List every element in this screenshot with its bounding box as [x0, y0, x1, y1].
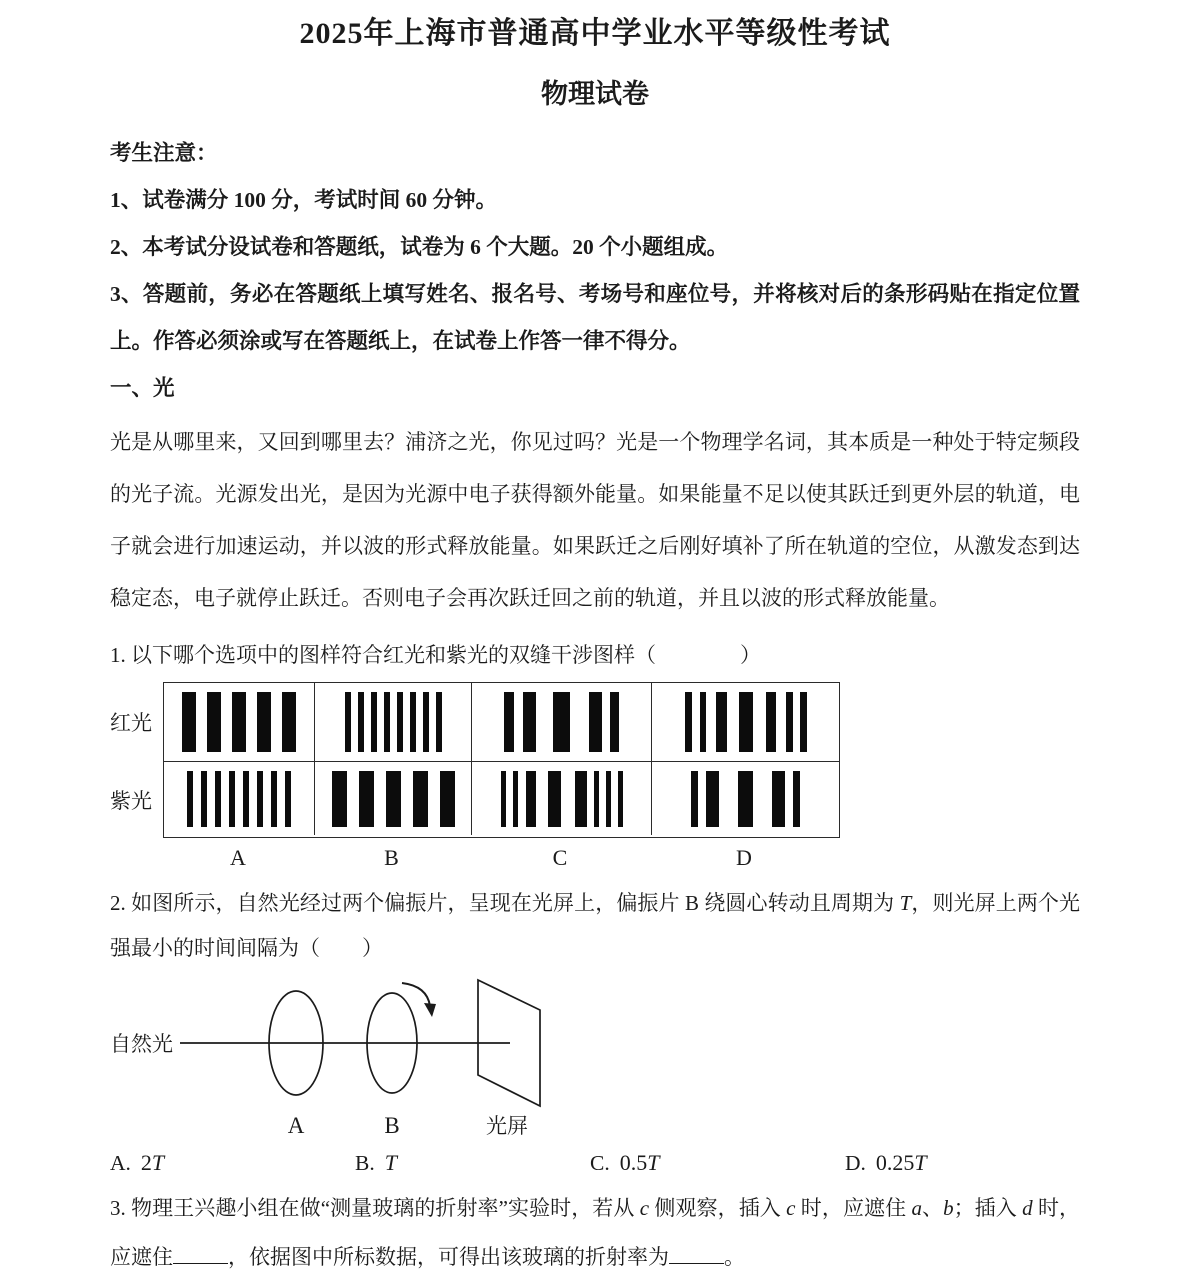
- fringe-bar: [271, 771, 277, 827]
- polarizer-b-label: B: [384, 1113, 400, 1139]
- blank-underline-2: [669, 1246, 724, 1264]
- fringe-bar: [594, 771, 599, 827]
- q2-text-part: 2. 如图所示，自然光经过两个偏振片，呈现在光屏上，偏振片: [110, 891, 685, 916]
- fringe-bar: [440, 771, 455, 827]
- fringe-bar: [243, 771, 249, 827]
- fringe-bar: [501, 771, 506, 827]
- fringe-bar: [371, 692, 377, 752]
- option-a-var: T: [151, 1150, 165, 1176]
- q3-text-part: ；插入: [953, 1196, 1023, 1221]
- q3-text-part: 3. 物理王兴趣小组在做“测量玻璃的折射率”实验时，若从: [110, 1196, 640, 1221]
- section-1-intro-paragraph: 光是从哪里来，又回到哪里去？浦济之光，你见过吗？光是一个物理学名词，其本质是一种处于特定频段的光子流。光源发出光，是因为光源中电子获得额外能量。如果能量不足以使其跃迁到更外层的轨道，电子就会进行加速运动，并以波的形式释放能量。如果跃迁之后刚好填补了所在轨道的空位，从激发态到达稳定态，电子就停止跃迁。否则电子会再次跃迁回之前的轨道，并且以波的形式释放能量。: [110, 430, 1080, 611]
- exam-title: 2025年上海市普通高中学业水平等级性考试: [299, 17, 891, 50]
- pattern-cell-red-b: [314, 683, 471, 761]
- q3-text-part: 应遮住: [110, 1245, 173, 1270]
- fringe-bar: [618, 771, 623, 827]
- question-3-text: [110, 1184, 1080, 1282]
- polarizer-diagram-svg: [110, 973, 1070, 1141]
- pattern-cell-violet-b: [314, 761, 471, 835]
- fringe-bar: [413, 771, 428, 827]
- q3-text-part: 时，应遮住: [795, 1196, 912, 1221]
- pattern-cell-violet-a: [164, 761, 314, 835]
- fringe-bar: [706, 771, 719, 827]
- fringe-bar: [772, 771, 785, 827]
- question-2-options: [110, 1150, 1080, 1176]
- option-a-key: A.: [110, 1151, 131, 1176]
- fringe-bar: [257, 692, 271, 752]
- fringe-bar: [513, 771, 518, 827]
- exam-subtitle: 物理试卷: [541, 79, 649, 109]
- polarizer-a-label: A: [287, 1113, 305, 1139]
- q3-text-part: 、: [921, 1196, 944, 1221]
- option-column-labels: [163, 845, 1080, 871]
- option-c: [590, 1150, 845, 1176]
- fringe-bar: [436, 692, 442, 752]
- fringe-bar: [386, 771, 401, 827]
- pattern-cell-red-a: [164, 683, 314, 761]
- fringe-bar: [606, 771, 611, 827]
- notice-item-3: 3、答题前，务必在答题纸上填写姓名、报名号、考场号和座位号，并将核对后的条形码贴在指定位置上。作答必须涂或写在答题纸上，在试卷上作答一律不得分。: [110, 282, 1080, 354]
- fringe-bar: [589, 692, 602, 752]
- pattern-cell-red-d: [651, 683, 839, 761]
- column-label-d: D: [736, 845, 752, 871]
- fringe-bar: [691, 771, 698, 827]
- fringe-bar: [215, 771, 221, 827]
- fringe-bar: [786, 692, 793, 752]
- fringe-bar: [201, 771, 207, 827]
- fringe-bar: [800, 692, 807, 752]
- q2-var-b: B: [684, 891, 699, 916]
- option-b-var: T: [384, 1150, 397, 1176]
- fringe-bar: [384, 692, 390, 752]
- notice-item-2: 2、本考试分设试卷和答题纸，试卷为 6 个大题。20 个小题组成。: [110, 235, 729, 260]
- fringe-bar: [523, 692, 536, 752]
- option-c-num: 0.5: [619, 1150, 648, 1176]
- candidate-notices: [110, 130, 1080, 365]
- option-d-var: T: [914, 1150, 927, 1176]
- q3-text-part: ，依据图中所标数据，可得出该玻璃的折射率为: [228, 1245, 669, 1270]
- fringe-bar: [257, 771, 263, 827]
- fringe-bar: [739, 692, 753, 752]
- interference-pattern-grid: [163, 682, 840, 838]
- q3-var-c: c: [786, 1196, 796, 1221]
- q2-text-part: 绕圆心转动且周期为: [698, 891, 900, 916]
- option-d-key: D.: [845, 1151, 866, 1176]
- q3-text-part: 侧观察，插入: [649, 1196, 787, 1221]
- red-light-row-label: 红光: [110, 711, 152, 736]
- fringe-bar: [553, 692, 570, 752]
- fringe-bar: [282, 692, 296, 752]
- option-a: [110, 1150, 355, 1176]
- question-1-text: 1. 以下哪个选项中的图样符合红光和紫光的双缝干涉图样（ ）: [110, 643, 761, 668]
- fringe-bar: [526, 771, 536, 827]
- fringe-bar: [716, 692, 727, 752]
- question-1-interference-table: [110, 682, 1080, 871]
- fringe-bar: [285, 771, 291, 827]
- column-label-b: B: [384, 845, 399, 871]
- question-2-text: [110, 881, 1080, 971]
- fringe-bar: [423, 692, 429, 752]
- fringe-bar: [182, 692, 196, 752]
- fringe-bar: [397, 692, 403, 752]
- option-b-key: B.: [355, 1151, 375, 1176]
- light-screen-label: 光屏: [486, 1114, 528, 1139]
- blank-underline-1: [173, 1246, 228, 1264]
- column-label-c: C: [552, 845, 568, 871]
- q2-var-t: T: [899, 891, 912, 916]
- q3-var-b: b: [943, 1196, 954, 1221]
- fringe-bar: [332, 771, 347, 827]
- pattern-cell-violet-d: [651, 761, 839, 835]
- fringe-bar: [232, 692, 246, 752]
- fringe-bar: [229, 771, 235, 827]
- section-1-heading: 一、光: [110, 376, 175, 401]
- q3-text-part: 。: [724, 1245, 745, 1270]
- fringe-bar: [685, 692, 692, 752]
- natural-light-label: 自然光: [110, 1032, 173, 1057]
- q3-var-d: d: [1022, 1196, 1033, 1221]
- fringe-bar: [548, 771, 561, 827]
- fringe-bar: [766, 692, 776, 752]
- q3-text-part: 时，: [1032, 1196, 1081, 1221]
- pattern-cell-red-c: [471, 683, 651, 761]
- option-c-key: C.: [590, 1151, 610, 1176]
- option-a-num: 2: [140, 1150, 152, 1176]
- option-c-var: T: [647, 1150, 660, 1176]
- fringe-bar: [345, 692, 351, 752]
- q3-var-a: a: [911, 1196, 922, 1221]
- option-d: [845, 1150, 927, 1176]
- fringe-bar: [793, 771, 800, 827]
- fringe-bar: [207, 692, 221, 752]
- option-d-num: 0.25: [875, 1150, 915, 1176]
- fringe-bar: [700, 692, 706, 752]
- notices-heading: 考生注意：: [110, 141, 218, 166]
- q2-text-part: ，则光屏上两个光强最小的时间间隔为（ ）: [110, 891, 1081, 961]
- notice-item-1: 1、试卷满分 100 分，考试时间 60 分钟。: [110, 188, 498, 213]
- fringe-bar: [738, 771, 753, 827]
- interference-row-labels: [110, 682, 163, 838]
- fringe-bar: [504, 692, 514, 752]
- rotation-arrowhead-icon: [424, 1003, 436, 1017]
- interference-table-body: [110, 682, 1080, 838]
- fringe-bar: [359, 771, 374, 827]
- violet-light-row-label: 紫光: [110, 789, 152, 814]
- fringe-bar: [410, 692, 416, 752]
- fringe-bar: [610, 692, 619, 752]
- polarizer-diagram: [110, 973, 1080, 1146]
- fringe-bar: [358, 692, 364, 752]
- pattern-cell-violet-c: [471, 761, 651, 835]
- fringe-bar: [575, 771, 587, 827]
- column-label-a: A: [230, 845, 246, 871]
- fringe-bar: [187, 771, 193, 827]
- option-b: [355, 1150, 590, 1176]
- q3-var-c: c: [639, 1196, 650, 1221]
